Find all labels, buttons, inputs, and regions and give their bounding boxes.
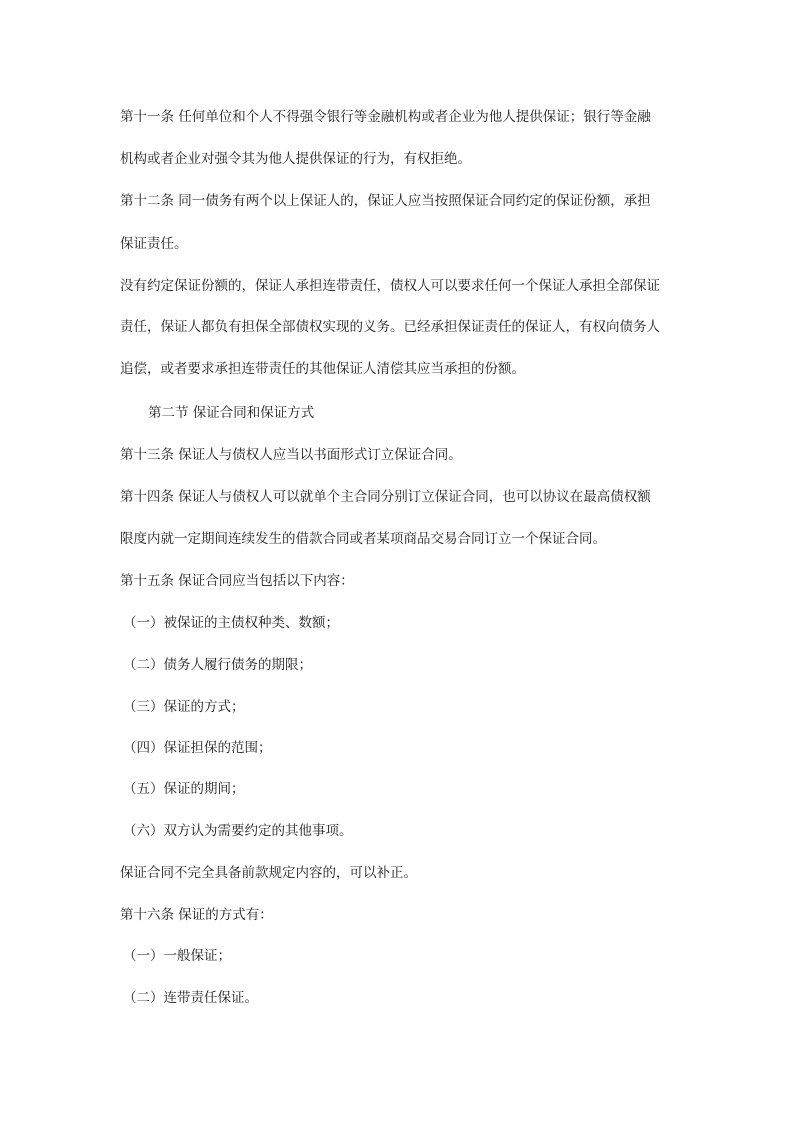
article-15-closing-line: 保证合同不完全具备前款规定内容的，可以补正。 <box>120 865 417 881</box>
article-12-line-1: 第十二条 同一债务有两个以上保证人的，保证人应当按照保证合同约定的保证份额，承担 <box>120 193 651 209</box>
article-15-item-2: （二）债务人履行债务的期限； <box>123 657 312 673</box>
article-16-line-1: 第十六条 保证的方式有： <box>120 907 273 923</box>
article-12-para-2-line-1: 没有约定保证份额的，保证人承担连带责任，债权人可以要求任何一个保证人承担全部保证 <box>120 278 660 294</box>
article-13-line-1: 第十三条 保证人与债权人应当以书面形式订立保证合同。 <box>120 447 462 463</box>
section-heading: 第二节 保证合同和保证方式 <box>148 405 315 421</box>
article-12-para-2-line-2: 责任，保证人都负有担保全部债权实现的义务。已经承担保证责任的保证人，有权向债务人 <box>120 319 660 335</box>
article-14-line-1: 第十四条 保证人与债权人可以就单个主合同分别订立保证合同，也可以协议在最高债权额 <box>120 489 651 505</box>
article-16-item-2: （二）连带责任保证。 <box>123 990 258 1006</box>
article-15-item-4: （四）保证担保的范围； <box>123 740 272 756</box>
article-11-line-2: 机构或者企业对强令其为他人提供保证的行为，有权拒绝。 <box>120 151 471 167</box>
article-15-item-1: （一）被保证的主债权种类、数额； <box>123 615 339 631</box>
article-15-item-3: （三）保证的方式； <box>123 699 245 715</box>
article-12-line-2: 保证责任。 <box>120 236 188 252</box>
article-12-para-2-line-3: 追偿，或者要求承担连带责任的其他保证人清偿其应当承担的份额。 <box>120 361 525 377</box>
article-15-line-1: 第十五条 保证合同应当包括以下内容： <box>120 573 354 589</box>
article-14-line-2: 限度内就一定期间连续发生的借款合同或者某项商品交易合同订立一个保证合同。 <box>120 531 606 547</box>
article-15-item-6: （六）双方认为需要约定的其他事项。 <box>123 823 353 839</box>
article-16-item-1: （一）一般保证； <box>123 948 231 964</box>
article-11-line-1: 第十一条 任何单位和个人不得强令银行等金融机构或者企业为他人提供保证；银行等金融 <box>120 109 651 125</box>
article-15-item-5: （五）保证的期间； <box>123 781 245 797</box>
